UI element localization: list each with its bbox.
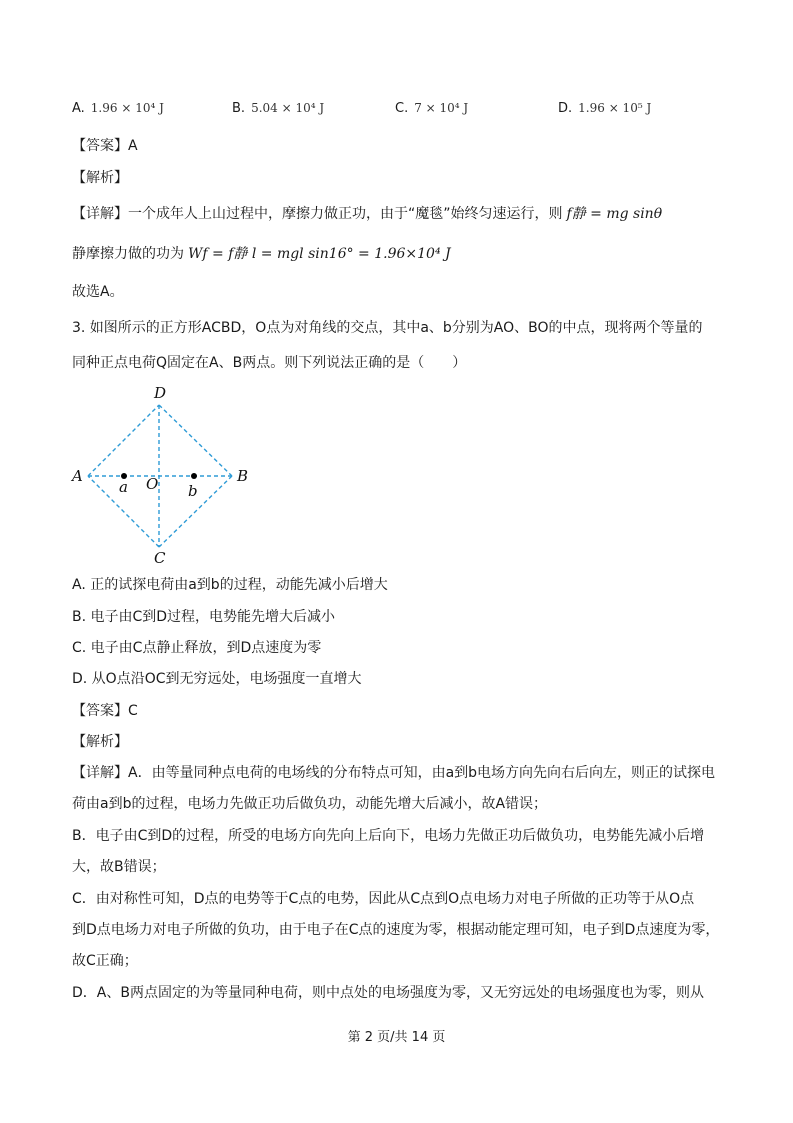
q3-option-d: D. 从O点沿OC到无穷远处，电场强度一直增大: [72, 671, 362, 687]
diagram-lines: [88, 405, 232, 547]
q3-option-a: A. 正的试探电荷由a到b的过程，动能先减小后增大: [72, 577, 388, 593]
q3-stem-line-1: 3. 如图所示的正方形ACBD，O点为对角线的交点，其中a、b分别为AO、BO的中点，现将两个等量的: [72, 320, 703, 336]
answer-value: A: [128, 138, 138, 154]
work-formula: Wf = f静 l = mgl sin16° = 1.96×10⁴ J: [188, 246, 451, 262]
q2-work: [72, 244, 451, 264]
label-o: O: [146, 475, 159, 493]
q2-option-a: [72, 101, 164, 116]
label-small-a: a: [119, 478, 128, 496]
q2-detail: [72, 204, 662, 224]
q3-analysis-line-5: C．由对称性可知，D点的电势等于C点的电势，因此从C点到O点电场力对电子所做的正功等于从O点: [72, 891, 695, 907]
q2-conclusion: 故选A。: [72, 284, 124, 300]
option-letter: C.: [395, 101, 409, 116]
label-c: C: [154, 549, 166, 567]
detail-formula: f静 = mg sinθ: [566, 206, 663, 222]
square-diagram: [64, 376, 264, 568]
q2-option-c: [395, 101, 468, 116]
answer-label: 【答案】: [72, 703, 128, 719]
option-letter: B.: [232, 101, 246, 116]
q3-analysis-line-2: 荷由a到b的过程，电场力先做正功后做负功，动能先增大后减小，故A错误；: [72, 796, 548, 812]
label-a: A: [72, 467, 83, 485]
option-value: 1.96 × 10⁴ J: [90, 101, 164, 115]
q3-option-c: C. 电子由C点静止释放，到D点速度为零: [72, 640, 322, 656]
label-b: B: [237, 467, 249, 485]
detail-label: 【详解】: [72, 206, 128, 222]
point-b-dot: [191, 473, 197, 479]
label-small-b: b: [188, 482, 198, 500]
q2-option-d: [558, 101, 651, 116]
q3-analysis-line-1: 【详解】A．由等量同种点电荷的电场线的分布特点可知，由a到b电场方向先向右后向左，则正的试探电: [72, 765, 716, 781]
work-text: 静摩擦力做的功为: [72, 246, 184, 262]
answer-label: 【答案】: [72, 138, 128, 154]
page-footer: 第 2 页/共 14 页: [347, 1030, 446, 1045]
q3-stem-line-2: 同种正点电荷Q固定在A、B两点。则下列说法正确的是（ ）: [72, 355, 467, 371]
q3-option-b: B. 电子由C到D过程，电势能先增大后减小: [72, 609, 336, 625]
edge-ad: [88, 405, 159, 476]
answer-value: C: [128, 703, 138, 719]
option-letter: A.: [72, 101, 85, 116]
q3-analysis-label: 【解析】: [72, 734, 128, 750]
q2-answer: [72, 136, 138, 156]
q3-answer: [72, 701, 138, 721]
option-value: 7 × 10⁴ J: [414, 101, 469, 115]
label-d: D: [154, 384, 167, 402]
q2-analysis-label: 【解析】: [72, 170, 128, 186]
option-value: 5.04 × 10⁴ J: [251, 101, 325, 115]
edge-db: [159, 405, 232, 476]
q3-analysis-line-4: 大，故B错误；: [72, 859, 166, 875]
q3-analysis-line-7: 故C正确；: [72, 953, 138, 969]
q3-analysis-line-3: B．电子由C到D的过程，所受的电场方向先向上后向下，电场力先做正功后做负功，电势能先减小后增: [72, 828, 705, 844]
q3-analysis-line-8: D．A、B两点固定的为等量同种电荷，则中点处的电场强度为零，又无穷远处的电场强度也为零，则从: [72, 985, 704, 1001]
option-value: 1.96 × 10⁵ J: [578, 101, 652, 115]
q2-option-b: [232, 101, 324, 116]
detail-text: 一个成年人上山过程中，摩擦力做正功，由于“魔毯”始终匀速运行，则: [128, 206, 563, 222]
option-letter: D.: [558, 101, 573, 116]
q3-analysis-line-6: 到D点电场力对电子所做的负功，由于电子在C点的速度为零，根据动能定理可知，电子到D点速度为零，: [72, 922, 720, 938]
